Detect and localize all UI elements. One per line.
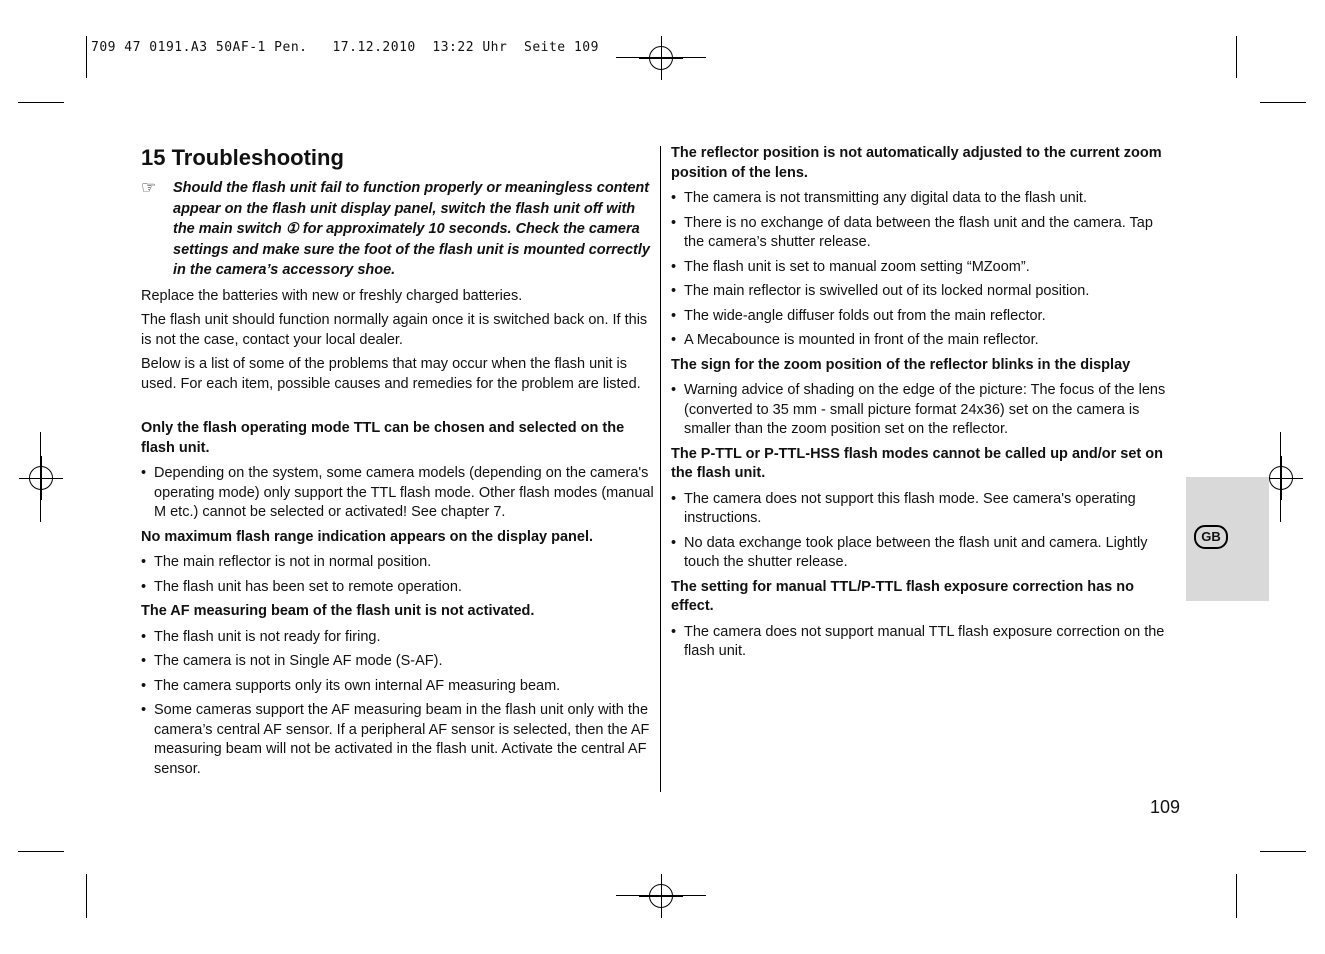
list-item: • The camera supports only its own internal AF measuring beam. xyxy=(141,677,656,697)
section-heading: The reflector position is not automatically adjusted to the current zoom position of the lens. xyxy=(671,145,1162,181)
bullet-list xyxy=(141,628,656,780)
crop-mark xyxy=(40,432,41,522)
bullet-list xyxy=(141,553,656,597)
page-number: 109 xyxy=(1150,797,1181,817)
language-badge: GB xyxy=(1194,525,1228,549)
section-heading: The AF measuring beam of the flash unit is not activated. xyxy=(141,603,535,619)
list-item: • The wide-angle diffuser folds out from the main reflector. xyxy=(671,307,1171,327)
paragraph: Replace the batteries with new or freshly charged batteries. xyxy=(141,287,523,304)
crop-mark xyxy=(1236,36,1237,78)
crop-mark xyxy=(616,895,706,896)
list-item: • The flash unit is not ready for firing. xyxy=(141,628,656,648)
bullet-list xyxy=(141,464,656,523)
paragraph: Below is a list of some of the problems that may occur when the flash unit is used. For each item, possible causes and remedies for the problem are listed. xyxy=(141,356,641,392)
list-item: • The main reflector is not in normal position. xyxy=(141,553,656,573)
left-column xyxy=(141,144,656,784)
bullet-list xyxy=(671,623,1171,662)
list-item: • A Mecabounce is mounted in front of the main reflector. xyxy=(671,331,1171,351)
list-item: • The camera is not in Single AF mode (S-AF). xyxy=(141,652,656,672)
crop-mark xyxy=(1260,102,1306,103)
page-title: 15 Troubleshooting xyxy=(141,145,344,170)
bullet-list xyxy=(671,189,1171,351)
right-column xyxy=(671,144,1171,667)
list-item: • The flash unit has been set to remote operation. xyxy=(141,578,656,598)
crop-mark xyxy=(1260,851,1306,852)
bullet-list xyxy=(671,381,1171,440)
pointing-hand-icon: ☞ xyxy=(141,178,157,197)
section-heading: No maximum flash range indication appears on the display panel. xyxy=(141,528,594,545)
paragraph: The flash unit should function normally again once it is switched back on. If this is not the case, contact your local dealer. xyxy=(141,312,648,348)
list-item: • The flash unit is set to manual zoom setting “MZoom”. xyxy=(671,258,1171,278)
list-item: • Warning advice of shading on the edge of the picture: The focus of the lens (converted to 35 mm - small picture format 24x36) set on the camera is smaller than the zoom position set on the reflector. xyxy=(671,381,1171,440)
bullet-list xyxy=(671,490,1171,573)
crop-mark xyxy=(18,102,64,103)
note-text: Should the flash unit fail to function properly or meaningless content appear on the flash unit display panel, switch the flash unit off with the main switch ① for approximately 10 seconds. Check the camera settings and make sure the foot of the flash unit is mounted correctly in the camera’s accessory shoe. xyxy=(173,180,650,278)
list-item: • The camera is not transmitting any digital data to the flash unit. xyxy=(671,189,1171,209)
section-heading: The P-TTL or P-TTL-HSS flash modes cannot be called up and/or set on the flash unit. xyxy=(671,445,1163,481)
crop-mark xyxy=(18,851,64,852)
crop-mark xyxy=(86,874,87,918)
language-tab xyxy=(1186,477,1269,601)
list-item: • No data exchange took place between the flash unit and camera. Lightly touch the shutter release. xyxy=(671,534,1171,573)
section-heading: Only the flash operating mode TTL can be chosen and selected on the flash unit. xyxy=(141,420,625,456)
registration-mark-icon xyxy=(29,466,53,490)
list-item: • Depending on the system, some camera models (depending on the camera's operating mode) only support the TTL flash mode. Other flash modes (manual M etc.) cannot be selected or activated! See chapter 7. xyxy=(141,464,656,523)
list-item: • The camera does not support this flash mode. See camera's operating instructions. xyxy=(671,490,1171,529)
registration-mark-icon xyxy=(649,46,673,70)
registration-mark-icon xyxy=(649,884,673,908)
crop-mark xyxy=(1236,874,1237,918)
list-item: • The main reflector is swivelled out of its locked normal position. xyxy=(671,282,1171,302)
column-divider xyxy=(660,146,661,792)
note-block xyxy=(141,178,656,281)
list-item: • Some cameras support the AF measuring beam in the flash unit only with the camera’s central AF sensor. If a peripheral AF sensor is selected, then the AF measuring beam will not be activated in the flash unit. Activate the central AF sensor. xyxy=(141,701,656,779)
list-item: • The camera does not support manual TTL flash exposure correction on the flash unit. xyxy=(671,623,1171,662)
section-heading: The sign for the zoom position of the reflector blinks in the display xyxy=(671,356,1131,373)
section-heading: The setting for manual TTL/P-TTL flash exposure correction has no effect. xyxy=(671,578,1134,614)
registration-mark-icon xyxy=(1269,466,1293,490)
crop-mark xyxy=(1280,432,1281,522)
crop-mark xyxy=(616,57,706,58)
print-slug: 709 47 0191.A3 50AF-1 Pen. 17.12.2010 13:22 Uhr Seite 109 xyxy=(91,40,599,55)
crop-mark xyxy=(86,36,87,78)
list-item: • There is no exchange of data between the flash unit and the camera. Tap the camera’s shutter release. xyxy=(671,214,1171,253)
